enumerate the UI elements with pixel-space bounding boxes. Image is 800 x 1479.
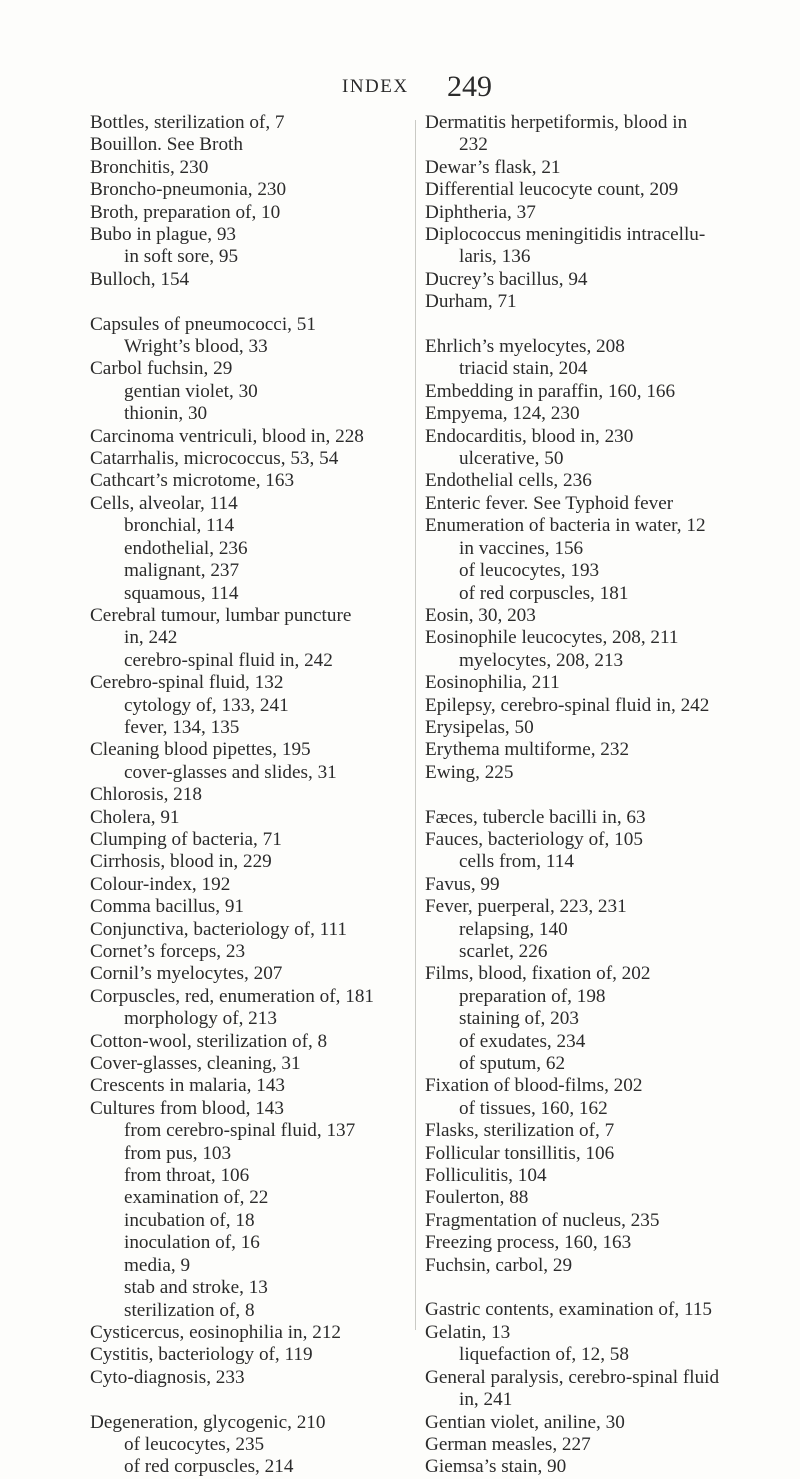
index-subentry: gentian violet, 30 — [124, 380, 258, 402]
index-entry: Fixation of blood-films, 202 — [425, 1075, 643, 1097]
index-entry: Dermatitis herpetiformis, blood in — [425, 112, 688, 133]
index-entry: Bouillon. See Broth — [90, 134, 243, 156]
index-subentry: of red corpuscles, 214 — [124, 1456, 294, 1478]
running-head — [0, 70, 800, 106]
index-entry: Differential leucocyte count, 209 — [425, 179, 679, 201]
index-entry: Bulloch, 154 — [90, 268, 190, 290]
index-entry: Cover-glasses, cleaning, 31 — [90, 1053, 301, 1075]
index-entry: Fragmentation of nucleus, 235 — [425, 1209, 660, 1231]
index-subentry: Wright’s blood, 33 — [124, 336, 268, 358]
index-subentry: cerebro-spinal fluid in, 242 — [124, 649, 333, 671]
index-subentry: in vaccines, 156 — [459, 537, 584, 559]
index-subentry: cells from, 114 — [459, 851, 574, 873]
index-subentry: morphology of, 213 — [124, 1008, 277, 1030]
section-gap — [425, 314, 795, 336]
index-subentry: preparation of, 198 — [459, 985, 606, 1007]
index-entry: Films, blood, fixation of, 202 — [425, 963, 651, 985]
index-subentry: bronchial, 114 — [124, 515, 235, 537]
index-subentry: inoculation of, 16 — [124, 1232, 260, 1254]
index-entry: Eosinophile leucocytes, 208, 211 — [425, 627, 679, 649]
index-entry: Cerebro-spinal fluid, 132 — [90, 672, 284, 694]
index-entry: Ducrey’s bacillus, 94 — [425, 268, 588, 290]
index-entry: Conjunctiva, bacteriology of, 111 — [90, 918, 348, 940]
index-entry: Bubo in plague, 93 — [90, 224, 237, 246]
index-entry: Fever, puerperal, 223, 231 — [425, 896, 627, 918]
index-entry: Ewing, 225 — [425, 761, 514, 783]
index-entry: General paralysis, cerebro-spinal fluid — [425, 1366, 720, 1388]
index-entry: Cyto-diagnosis, 233 — [90, 1366, 245, 1388]
index-entry: Carbol fuchsin, 29 — [90, 358, 233, 380]
index-entry: Endothelial cells, 236 — [425, 470, 592, 492]
index-entry: Diphtheria, 37 — [425, 201, 536, 223]
index-entry: Durham, 71 — [425, 291, 517, 313]
index-subentry: of leucocytes, 235 — [124, 1433, 265, 1455]
index-entry: Comma bacillus, 91 — [90, 896, 245, 918]
index-entry-continuation: 232 — [459, 134, 488, 156]
index-column-left — [90, 112, 430, 1479]
index-entry: German measles, 227 — [425, 1433, 591, 1455]
page-title: INDEX — [342, 76, 409, 97]
index-subentry: cytology of, 133, 241 — [124, 694, 289, 716]
index-entry: Cysticercus, eosinophilia in, 212 — [90, 1321, 342, 1343]
index-entry: Favus, 99 — [425, 873, 500, 895]
index-subentry: incubation of, 18 — [124, 1209, 255, 1231]
index-entry: Catarrhalis, micrococcus, 53, 54 — [90, 448, 339, 470]
column-divider — [415, 120, 416, 1330]
index-entry: Eosinophilia, 211 — [425, 672, 560, 694]
index-entry: Fauces, bacteriology of, 105 — [425, 828, 643, 850]
index-subentry: relapsing, 140 — [459, 918, 568, 940]
index-entry: Clumping of bacteria, 71 — [90, 828, 282, 850]
index-entry: Fæces, tubercle bacilli in, 63 — [425, 806, 646, 828]
index-subentry: liquefaction of, 12, 58 — [459, 1344, 629, 1366]
index-entry: Cotton-wool, sterilization of, 8 — [90, 1030, 328, 1052]
index-entry: Cholera, 91 — [90, 806, 180, 828]
section-gap — [90, 291, 430, 313]
index-entry: Cornet’s forceps, 23 — [90, 941, 246, 963]
index-subentry: malignant, 237 — [124, 560, 240, 582]
section-gap — [90, 1389, 430, 1411]
index-subentry: of sputum, 62 — [459, 1053, 566, 1075]
index-subentry: staining of, 203 — [459, 1008, 579, 1030]
index-subentry: stab and stroke, 13 — [124, 1277, 268, 1299]
index-entry: Freezing process, 160, 163 — [425, 1232, 632, 1254]
index-subentry: ulcerative, 50 — [459, 448, 564, 470]
index-entry-continuation: in, 242 — [124, 627, 178, 649]
index-entry: Cleaning blood pipettes, 195 — [90, 739, 311, 761]
index-entry: Dewar’s flask, 21 — [425, 156, 561, 178]
index-entry: Cultures from blood, 143 — [90, 1097, 284, 1119]
index-entry: Capsules of pneumococci, 51 — [90, 313, 316, 335]
index-entry: Folliculitis, 104 — [425, 1165, 547, 1187]
index-subentry: of red corpuscles, 181 — [459, 582, 629, 604]
index-entry-continuation: in, 241 — [459, 1389, 513, 1411]
index-subentry: sterilization of, 8 — [124, 1299, 255, 1321]
index-entry: Broth, preparation of, 10 — [90, 201, 281, 223]
index-entry: Eosin, 30, 203 — [425, 604, 536, 626]
index-subentry: from pus, 103 — [124, 1142, 232, 1164]
index-entry: Crescents in malaria, 143 — [90, 1075, 286, 1097]
section-gap — [425, 1277, 795, 1299]
index-subentry: from throat, 106 — [124, 1165, 250, 1187]
index-entry: Chlorosis, 218 — [90, 784, 202, 806]
index-entry: Foulerton, 88 — [425, 1187, 529, 1209]
index-entry: Flasks, sterilization of, 7 — [425, 1120, 615, 1142]
index-subentry: triacid stain, 204 — [459, 358, 588, 380]
index-entry: Erysipelas, 50 — [425, 716, 534, 738]
index-subentry: of tissues, 160, 162 — [459, 1097, 608, 1119]
index-subentry: examination of, 22 — [124, 1187, 269, 1209]
page-number: 249 — [447, 70, 492, 103]
section-gap — [425, 784, 795, 806]
index-column-right — [425, 112, 795, 1479]
index-entry: Gelatin, 13 — [425, 1321, 511, 1343]
index-entry: Epilepsy, cerebro-spinal fluid in, 242 — [425, 694, 710, 716]
index-entry: Giemsa’s stain, 90 — [425, 1456, 567, 1478]
index-entry: Bottles, sterilization of, 7 — [90, 112, 285, 133]
index-entry: Embedding in paraffin, 160, 166 — [425, 380, 676, 402]
index-subentry: of leucocytes, 193 — [459, 560, 600, 582]
index-entry: Enumeration of bacteria in water, 12 — [425, 515, 706, 537]
index-subentry: of exudates, 234 — [459, 1030, 586, 1052]
index-subentry: endothelial, 236 — [124, 537, 248, 559]
index-entry: Carcinoma ventriculi, blood in, 228 — [90, 425, 364, 447]
index-entry: Degeneration, glycogenic, 210 — [90, 1411, 326, 1433]
index-subentry: scarlet, 226 — [459, 941, 548, 962]
index-entry: Bronchitis, 230 — [90, 156, 209, 178]
index-entry: Erythema multiforme, 232 — [425, 739, 630, 761]
index-subentry: cover-glasses and slides, 31 — [124, 761, 337, 783]
index-entry: Broncho-pneumonia, 230 — [90, 179, 287, 201]
index-entry: Endocarditis, blood in, 230 — [425, 425, 634, 447]
index-subentry: media, 9 — [124, 1254, 191, 1276]
index-entry: Cirrhosis, blood in, 229 — [90, 851, 272, 873]
index-entry: Cystitis, bacteriology of, 119 — [90, 1344, 313, 1366]
index-entry: Fuchsin, carbol, 29 — [425, 1254, 573, 1276]
index-subentry: from cerebro-spinal fluid, 137 — [124, 1120, 356, 1142]
index-subentry: in soft sore, 95 — [124, 246, 239, 268]
index-entry: Ehrlich’s myelocytes, 208 — [425, 336, 625, 358]
index-entry: Gastric contents, examination of, 115 — [425, 1299, 713, 1321]
index-entry-continuation: laris, 136 — [459, 246, 531, 268]
index-entry: Colour-index, 192 — [90, 873, 231, 895]
index-entry: Diplococcus meningitidis intracellu- — [425, 224, 706, 246]
index-entry: Cornil’s myelocytes, 207 — [90, 963, 283, 985]
index-subentry: squamous, 114 — [124, 582, 239, 604]
index-entry: Cells, alveolar, 114 — [90, 492, 238, 514]
index-entry: Cerebral tumour, lumbar puncture — [90, 604, 352, 626]
index-subentry: fever, 134, 135 — [124, 716, 240, 738]
index-entry: Cathcart’s microtome, 163 — [90, 470, 295, 492]
index-subentry: myelocytes, 208, 213 — [459, 649, 624, 671]
index-entry: Enteric fever. See Typhoid fever — [425, 492, 674, 514]
index-entry: Corpuscles, red, enumeration of, 181 — [90, 985, 375, 1007]
index-entry: Empyema, 124, 230 — [425, 403, 580, 425]
index-subentry: thionin, 30 — [124, 403, 208, 425]
index-entry: Follicular tonsillitis, 106 — [425, 1142, 615, 1164]
index-entry: Gentian violet, aniline, 30 — [425, 1411, 625, 1433]
